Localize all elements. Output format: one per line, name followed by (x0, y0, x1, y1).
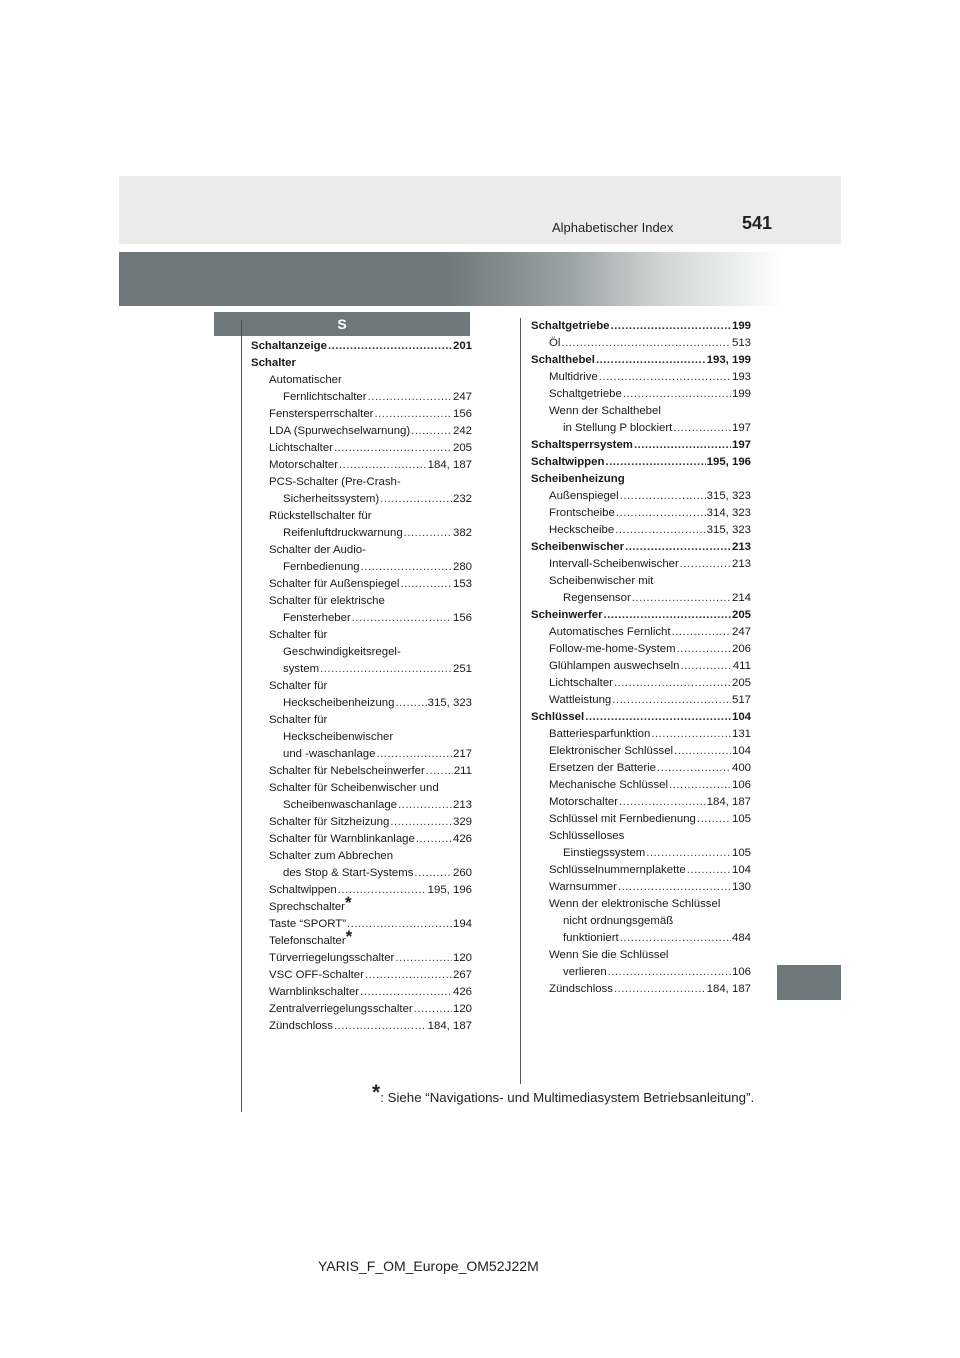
entry-term: Elektronischer Schlüssel (549, 745, 674, 757)
index-entry (531, 403, 751, 420)
entry-page-ref: 205 (452, 442, 472, 454)
document-code: YARIS_F_OM_Europe_OM52J22M (318, 1258, 539, 1274)
index-entry (251, 372, 472, 389)
entry-page-ref: 411 (732, 660, 751, 672)
entry-page-ref: 130 (731, 881, 751, 893)
dot-leader (380, 491, 452, 508)
footnote-text: : Siehe “Navigations- und Multimediasystem Betriebsanleitung”. (380, 1090, 755, 1105)
index-entry (251, 678, 472, 695)
index-entry (251, 729, 472, 746)
index-entry (531, 692, 751, 709)
index-entry (531, 947, 751, 964)
entry-page-ref: 214 (731, 592, 751, 604)
dot-leader (616, 505, 706, 522)
dot-leader (680, 658, 731, 675)
entry-page-ref: 199 (731, 320, 751, 332)
index-entry (251, 491, 472, 508)
section-letter-tab (214, 312, 470, 336)
entry-page-ref: 517 (731, 694, 751, 706)
entry-term: Schalter (251, 357, 296, 369)
section-letter: S (337, 316, 347, 332)
dot-leader (376, 746, 452, 763)
dot-leader (687, 862, 731, 879)
index-entry (251, 593, 472, 610)
index-entry (251, 893, 472, 916)
entry-term: Schaltgetriebe (549, 388, 622, 400)
dot-leader (680, 556, 731, 573)
index-entry (531, 437, 751, 454)
entry-page-ref: 104 (731, 711, 751, 723)
dot-leader (596, 352, 706, 369)
entry-term: funktioniert (563, 932, 619, 944)
dot-leader (625, 539, 731, 556)
dot-leader (608, 964, 731, 981)
header-band (119, 176, 841, 244)
index-entry (531, 794, 751, 811)
entry-term: Fernbedienung (283, 561, 360, 573)
index-entry (531, 318, 751, 335)
entry-page-ref: 382 (452, 527, 472, 539)
entry-term: Multidrive (549, 371, 598, 383)
entry-term: Scheinwerfer (531, 609, 603, 621)
entry-term: Regensensor (563, 592, 631, 604)
dot-leader (374, 406, 452, 423)
index-entry (251, 610, 472, 627)
index-entry (251, 882, 472, 899)
index-entry (251, 967, 472, 984)
entry-term: Warnsummer (549, 881, 617, 893)
entry-term: Follow-me-home-System (549, 643, 676, 655)
entry-term: Frontscheibe (549, 507, 615, 519)
entry-page-ref: 131 (731, 728, 751, 740)
index-entry (531, 488, 751, 505)
entry-term: Schaltwippen (531, 456, 605, 468)
dot-leader (618, 879, 731, 896)
entry-term: in Stellung P blockiert (563, 422, 673, 434)
index-entry (531, 845, 751, 862)
asterisk-icon: * (344, 893, 352, 912)
index-entry (251, 797, 472, 814)
index-entry (531, 556, 751, 573)
index-entry (531, 913, 751, 930)
entry-term: Schalthebel (531, 354, 595, 366)
dot-leader (646, 845, 731, 862)
entry-page-ref: 104 (731, 864, 751, 876)
index-entry (531, 335, 751, 352)
dot-leader (620, 930, 731, 947)
entry-page-ref: 315, 323 (427, 697, 472, 709)
entry-term: Schaltgetriebe (531, 320, 610, 332)
entry-term: Scheibenwischer (531, 541, 625, 553)
index-entry (251, 542, 472, 559)
entry-term: Heckscheibenwischer (283, 731, 394, 743)
dot-leader (400, 576, 452, 593)
dot-leader (672, 624, 731, 641)
footnote (372, 1081, 755, 1105)
dot-leader (334, 440, 452, 457)
index-entry (251, 423, 472, 440)
entry-term: Schaltsperrsystem (531, 439, 633, 451)
entry-term: Schlüsselloses (549, 830, 625, 842)
index-entry (251, 440, 472, 457)
entry-page-ref: 329 (452, 816, 472, 828)
entry-page-ref: 213 (731, 541, 751, 553)
entry-page-ref: 251 (452, 663, 472, 675)
entry-term: Zündschloss (269, 1020, 333, 1032)
index-entry (531, 607, 751, 624)
index-entry (251, 865, 472, 882)
entry-term: Schalter für Nebelscheinwerfer (269, 765, 425, 777)
entry-page-ref: 206 (731, 643, 751, 655)
entry-term: Schalter für (269, 629, 328, 641)
index-entry (531, 539, 751, 556)
chapter-bar (119, 252, 841, 306)
entry-page-ref: 247 (731, 626, 751, 638)
entry-term: Heckscheibenheizung (283, 697, 395, 709)
index-entry (251, 576, 472, 593)
entry-term: Türverriegelungsschalter (269, 952, 395, 964)
index-entry (531, 828, 751, 845)
asterisk-icon: * (345, 927, 353, 946)
entry-page-ref: 280 (452, 561, 472, 573)
entry-term: Batteriesparfunktion (549, 728, 651, 740)
entry-term: Schlüssel (531, 711, 585, 723)
index-entry (531, 709, 751, 726)
entry-page-ref: 105 (731, 813, 751, 825)
index-entry (251, 644, 472, 661)
dot-leader (614, 675, 731, 692)
entry-term: Außenspiegel (549, 490, 619, 502)
entry-page-ref: 201 (452, 340, 472, 352)
index-entry (531, 624, 751, 641)
dot-leader (414, 865, 452, 882)
index-entry (531, 930, 751, 947)
index-entry (251, 927, 472, 950)
dot-leader (320, 661, 452, 678)
entry-term: Lichtschalter (549, 677, 613, 689)
dot-leader (395, 950, 452, 967)
entry-term: Zündschloss (549, 983, 613, 995)
index-entry (251, 695, 472, 712)
entry-term: Schalter für Warnblinkanlage (269, 833, 415, 845)
entry-page-ref: 153 (452, 578, 472, 590)
dot-leader (604, 607, 731, 624)
entry-page-ref: 426 (452, 986, 472, 998)
index-entry (531, 981, 751, 998)
entry-term: Wenn der Schalthebel (549, 405, 661, 417)
entry-term: und -waschanlage (283, 748, 376, 760)
dot-leader (651, 726, 731, 743)
dot-leader (614, 981, 706, 998)
entry-page-ref: 106 (731, 966, 751, 978)
dot-leader (612, 692, 731, 709)
entry-term: system (283, 663, 320, 675)
index-entry (251, 984, 472, 1001)
entry-term: Reifenluftdruckwarnung (283, 527, 403, 539)
entry-page-ref: 120 (452, 1003, 472, 1015)
dot-leader (361, 559, 452, 576)
entry-page-ref: 197 (731, 422, 751, 434)
index-entry (531, 369, 751, 386)
entry-page-ref: 194 (452, 918, 472, 930)
index-entry (251, 763, 472, 780)
dot-leader (697, 811, 731, 828)
dot-leader (352, 610, 452, 627)
index-entry (531, 658, 751, 675)
entry-page-ref: 247 (452, 391, 472, 403)
index-entry (251, 559, 472, 576)
entry-term: Scheibenwaschanlage (283, 799, 397, 811)
dot-leader (599, 369, 731, 386)
index-entry (531, 879, 751, 896)
index-entry (531, 675, 751, 692)
entry-page-ref: 193, 199 (706, 354, 751, 366)
entry-term: Schalter für elektrische (269, 595, 385, 607)
entry-page-ref: 197 (731, 439, 751, 451)
dot-leader (404, 525, 452, 542)
entry-term: Schalter für Außenspiegel (269, 578, 400, 590)
entry-term: Automatisches Fernlicht (549, 626, 671, 638)
index-entry (531, 760, 751, 777)
entry-page-ref: 314, 323 (706, 507, 751, 519)
index-entry (531, 743, 751, 760)
dot-leader (411, 423, 452, 440)
index-side-tab (777, 965, 841, 1000)
index-entry (251, 457, 472, 474)
entry-term: Motorschalter (269, 459, 339, 471)
entry-page-ref: 211 (453, 765, 472, 777)
dot-leader (368, 389, 452, 406)
index-entry (251, 406, 472, 423)
dot-leader (677, 641, 731, 658)
index-entry (251, 1001, 472, 1018)
entry-page-ref: 205 (731, 609, 751, 621)
entry-page-ref: 426 (452, 833, 472, 845)
dot-leader (398, 797, 452, 814)
dot-leader (611, 318, 731, 335)
entry-page-ref: 205 (731, 677, 751, 689)
dot-leader (395, 695, 426, 712)
entry-term: Zentralverriegelungsschalter (269, 1003, 413, 1015)
dot-leader (619, 794, 706, 811)
entry-page-ref: 315, 323 (706, 524, 751, 536)
entry-term: Fenstersperrschalter (269, 408, 374, 420)
column-divider-middle (520, 318, 521, 1084)
entry-term: Einstiegssystem (563, 847, 646, 859)
index-entry (531, 420, 751, 437)
index-entry (251, 814, 472, 831)
entry-term: Öl (549, 337, 561, 349)
dot-leader (561, 335, 731, 352)
entry-page-ref: 260 (452, 867, 472, 879)
index-entry (531, 590, 751, 607)
index-entry (251, 355, 472, 372)
entry-term: Geschwindigkeitsregel- (283, 646, 401, 658)
dot-leader (390, 814, 452, 831)
entry-term: Schaltanzeige (251, 340, 327, 352)
entry-term: PCS-Schalter (Pre-Crash- (269, 476, 401, 488)
entry-page-ref: 184, 187 (427, 1020, 472, 1032)
entry-page-ref: 315, 323 (706, 490, 751, 502)
entry-term: Wenn der elektronische Schlüssel (549, 898, 721, 910)
entry-term: Taste “SPORT” (269, 918, 347, 930)
index-entry (251, 525, 472, 542)
entry-page-ref: 105 (731, 847, 751, 859)
dot-leader (416, 831, 452, 848)
header-title: Alphabetischer Index (552, 220, 674, 235)
entry-page-ref: 213 (452, 799, 472, 811)
dot-leader (347, 916, 452, 933)
index-entry (251, 746, 472, 763)
dot-leader (615, 522, 705, 539)
entry-page-ref: 184, 187 (427, 459, 472, 471)
index-column-left (251, 338, 472, 1035)
column-divider-left (241, 320, 242, 1112)
dot-leader (620, 488, 706, 505)
index-entry (251, 661, 472, 678)
entry-term: Warnblinkschalter (269, 986, 360, 998)
index-entry (251, 916, 472, 933)
entry-term: Scheibenheizung (531, 473, 625, 485)
page-number: 541 (742, 213, 773, 233)
entry-term: Sprechschalter (269, 901, 345, 913)
entry-term: Motorschalter (549, 796, 619, 808)
index-entry (251, 848, 472, 865)
entry-page-ref: 213 (731, 558, 751, 570)
entry-term: Rückstellschalter für (269, 510, 372, 522)
index-entry (531, 896, 751, 913)
index-entry (531, 522, 751, 539)
index-entry (531, 811, 751, 828)
index-entry (531, 964, 751, 981)
entry-term: Schlüssel mit Fernbedienung (549, 813, 696, 825)
index-entry (251, 712, 472, 729)
entry-page-ref: 193 (731, 371, 751, 383)
dot-leader (360, 984, 452, 1001)
entry-term: Schalter zum Abbrechen (269, 850, 394, 862)
index-entry (531, 505, 751, 522)
entry-page-ref: 156 (452, 612, 472, 624)
entry-term: Schalter für (269, 680, 328, 692)
entry-page-ref: 217 (452, 748, 472, 760)
entry-page-ref: 400 (731, 762, 751, 774)
entry-term: Telefonschalter (269, 935, 346, 947)
entry-page-ref: 184, 187 (706, 796, 751, 808)
dot-leader (632, 590, 731, 607)
entry-page-ref: 195, 196 (706, 456, 751, 468)
index-entry (531, 641, 751, 658)
index-entry (251, 831, 472, 848)
entry-term: Mechanische Schlüssel (549, 779, 669, 791)
entry-page-ref: 106 (731, 779, 751, 791)
entry-term: Intervall-Scheibenwischer (549, 558, 679, 570)
entry-term: Schaltwippen (269, 884, 337, 896)
entry-page-ref: 156 (452, 408, 472, 420)
dot-leader (634, 437, 731, 454)
entry-term: Automatischer (269, 374, 342, 386)
index-entry (531, 726, 751, 743)
entry-term: Schalter der Audio- (269, 544, 366, 556)
index-entry (251, 508, 472, 525)
entry-page-ref: 120 (452, 952, 472, 964)
entry-page-ref: 199 (731, 388, 751, 400)
index-entry (251, 950, 472, 967)
entry-term: VSC OFF-Schalter (269, 969, 364, 981)
index-entry (531, 573, 751, 590)
entry-term: Schalter für (269, 714, 328, 726)
entry-page-ref: 195, 196 (427, 884, 472, 896)
entry-term: Glühlampen auswechseln (549, 660, 680, 672)
entry-term: Ersetzen der Batterie (549, 762, 656, 774)
entry-term: Schlüsselnummernplakette (549, 864, 686, 876)
entry-term: Fernlichtschalter (283, 391, 367, 403)
index-entry (531, 777, 751, 794)
dot-leader (365, 967, 452, 984)
dot-leader (623, 386, 731, 403)
entry-page-ref: 184, 187 (706, 983, 751, 995)
entry-page-ref: 513 (731, 337, 751, 349)
index-entry (531, 471, 751, 488)
index-entry (531, 352, 751, 369)
entry-page-ref: 242 (452, 425, 472, 437)
index-entry (251, 338, 472, 355)
asterisk-icon: * (372, 1081, 381, 1104)
entry-term: Scheibenwischer mit (549, 575, 654, 587)
index-entry (251, 1018, 472, 1035)
entry-term: Fensterheber (283, 612, 351, 624)
entry-page-ref: 232 (452, 493, 472, 505)
dot-leader (339, 457, 427, 474)
dot-leader (673, 420, 731, 437)
dot-leader (414, 1001, 452, 1018)
index-entry (251, 627, 472, 644)
entry-term: Sicherheitssystem) (283, 493, 380, 505)
entry-page-ref: 484 (731, 932, 751, 944)
entry-page-ref: 267 (452, 969, 472, 981)
dot-leader (585, 709, 731, 726)
dot-leader (669, 777, 731, 794)
index-entry (251, 389, 472, 406)
index-entry (531, 454, 751, 471)
entry-term: Schalter für Scheibenwischer und (269, 782, 439, 794)
dot-leader (334, 1018, 427, 1035)
entry-term: Schalter für Sitzheizung (269, 816, 390, 828)
dot-leader (605, 454, 705, 471)
entry-term: Lichtschalter (269, 442, 333, 454)
entry-term: Wenn Sie die Schlüssel (549, 949, 669, 961)
entry-term: des Stop & Start-Systems (283, 867, 414, 879)
entry-term: verlieren (563, 966, 607, 978)
dot-leader (657, 760, 731, 777)
index-entry (251, 474, 472, 491)
index-entry (251, 780, 472, 797)
index-entry (531, 386, 751, 403)
entry-term: LDA (Spurwechselwarnung) (269, 425, 411, 437)
entry-term: Wattleistung (549, 694, 612, 706)
entry-term: nicht ordnungsgemäß (563, 915, 674, 927)
entry-term: Heckscheibe (549, 524, 615, 536)
index-entry (531, 862, 751, 879)
dot-leader (674, 743, 731, 760)
entry-page-ref: 104 (731, 745, 751, 757)
dot-leader (328, 338, 452, 355)
dot-leader (426, 763, 453, 780)
index-column-right (531, 318, 751, 998)
